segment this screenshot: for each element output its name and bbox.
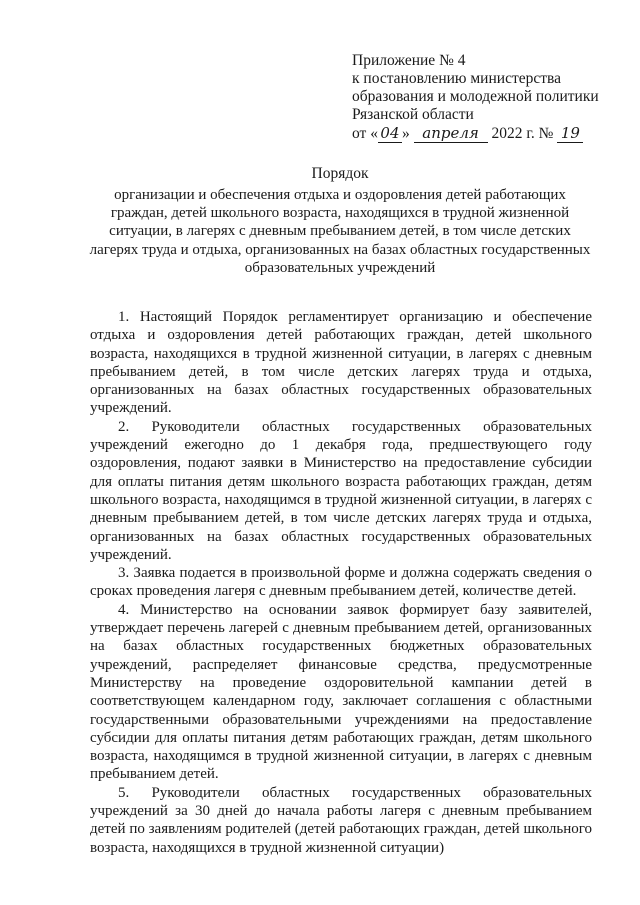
appendix-title: Приложение № 4 bbox=[352, 52, 466, 69]
year-text: 2022 г. № bbox=[487, 125, 558, 142]
date-prefix: от « bbox=[352, 125, 378, 142]
document-body bbox=[90, 308, 592, 857]
appendix-date-line bbox=[352, 124, 622, 143]
appendix-line: к постановлению министерства bbox=[352, 70, 562, 87]
appendix-line: Рязанской области bbox=[352, 106, 474, 123]
date-mid: » bbox=[401, 125, 414, 142]
paragraph: 3. Заявка подается в произвольной форме и должна содержать сведения о сроках проведения лагеря с дневным пребыванием детей, количестве детей. bbox=[90, 565, 592, 600]
document-subtitle: организации и обеспечения отдыха и оздоровления детей работающих граждан, детей школьного возраста, находящихся в трудной жизненной ситуации, в лагерях с дневным пребыванием детей, в том числе детских лагерях труда и отдыха, организованных на базах областных государственных образовательных учреждений bbox=[89, 187, 591, 276]
appendix-block bbox=[352, 52, 622, 143]
document-title: Порядок bbox=[311, 165, 369, 182]
appendix-line: образования и молодежной политики bbox=[352, 88, 599, 105]
paragraph: 5. Руководители областных государственных образовательных учреждений за 30 дней до начала работы лагеря с дневным пребыванием детей по заявлениям родителей (детей работающих граждан, детей школьного возраста, находящихся в трудной жизненной ситуации) bbox=[90, 784, 592, 856]
handwritten-day: 04 bbox=[378, 124, 402, 143]
paragraph: 4. Министерство на основании заявок формирует базу заявителей, утверждает перечень лагерей с дневным пребыванием детей, организованных на базах областных государственных бюджетных образовательных учреждений, распределяет финансовые средства, предусмотренные Министерству на проведение оздоровительной кампании детей в соответствующем календарном году, заключает соглашения с областными государственными образовательными учреждениями на предоставление субсидии для оплаты питания детям работающих граждан, детям школьного возраста, находящимся в трудной жизненной ситуации, в лагерях с дневным пребыванием детей. bbox=[90, 601, 592, 783]
paragraph: 1. Настоящий Порядок регламентирует организацию и обеспечение отдыха и оздоровления детей работающих граждан, детей школьного возраста, находящихся в трудной жизненной ситуации, в лагерях с дневным пребыванием детей, в том числе детских лагерях труда и отдыха, организованных на базах областных государственных образовательных учреждений. bbox=[90, 309, 592, 417]
handwritten-month: апреля bbox=[414, 124, 488, 143]
handwritten-number: 19 bbox=[557, 124, 583, 143]
paragraph: 2. Руководители областных государственных образовательных учреждений ежегодно до 1 декабря года, предшествующего году оздоровления, подают заявки в Министерство на предоставление субсидии для оплаты питания детям школьного возраста работающих граждан, детям школьного возраста, находящимся в трудной жизненной ситуации, в лагерях с дневным пребыванием детей, в том числе детских лагерях труда и отдыха, организованных на базах областных государственных образовательных учреждений. bbox=[90, 418, 592, 563]
